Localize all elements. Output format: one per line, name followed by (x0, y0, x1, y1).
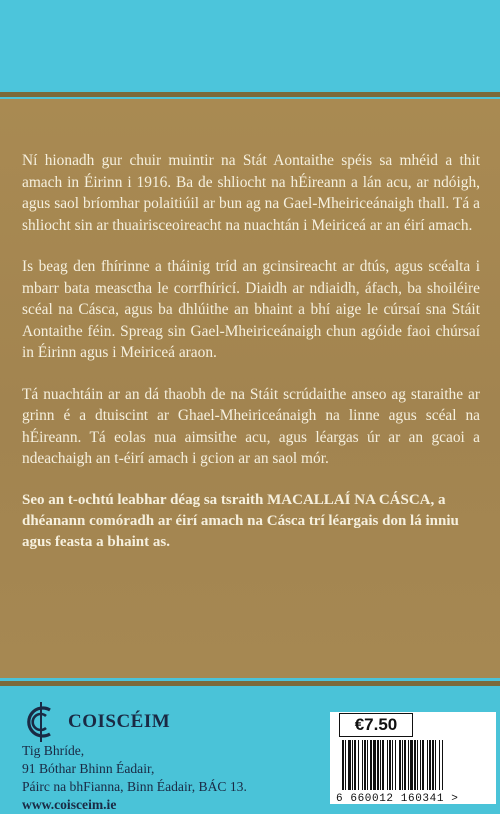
barcode-bar (354, 740, 356, 790)
barcode-bar (410, 740, 413, 790)
barcode-bar (389, 740, 391, 790)
barcode-bar (345, 740, 346, 790)
barcode-bar (429, 740, 431, 790)
barcode-bar (387, 740, 388, 790)
blurb (22, 150, 480, 573)
publisher-address (22, 742, 247, 814)
barcode-bar (404, 740, 406, 790)
address-line-1: Tig Bhríde, (22, 743, 85, 758)
barcode-bar (420, 740, 421, 790)
barcode-bar (414, 740, 416, 790)
publisher-name: COISCÉIM (68, 711, 171, 732)
address-line-3: Páirc na bhFianna, Binn Éadair, BÁC 13. (22, 779, 247, 794)
address-line-2: 91 Bóthar Bhinn Éadair, (22, 761, 155, 776)
barcode-bar (364, 740, 366, 790)
barcode-digits: 6 660012 160341 > (336, 793, 459, 805)
paragraph-1: Ní hionadh gur chuir muintir na Stát Aontaithe spéis sa mhéid a thit amach in Éirinn i 1916. Ba de shliocht na hÉireann a lán acu, ar ndóigh, agus saol bríomhar polaitiúil ar bun ag na Gael-Mheiriceánaigh thall. Tá a shliocht sin ar thuairisceoireacht na nuachtán i Meiriceá ar an éirí amach. (22, 152, 480, 234)
barcode-bar (422, 740, 424, 790)
barcode-bar (377, 740, 379, 790)
website-link[interactable]: www.coisceim.ie (22, 797, 117, 812)
barcode-bar (402, 740, 403, 790)
barcode-bar (370, 740, 372, 790)
barcode-bar (439, 740, 440, 790)
barcode-bar (348, 740, 351, 790)
barcode-bar (342, 740, 344, 790)
barcode-bar (380, 740, 381, 790)
paragraph-2: Is beag den fhírinne a tháinig tríd an gcinsireacht ar dtús, agus scéalta i mbarr bata measctha le corrfhíricí. Diaidh ar ndiaidh, áfach, ba shoiléire scéal na Cásca, agus ba dhlúithe an bhaint a bhí aige le cúrsaí sna Stáit Aontaithe féin. Spreag sin Gael-Mheiriceánaigh chun agóide faoi chúrsaí in Éirinn agus i Meiriceá araon. (22, 258, 480, 361)
barcode-bar (382, 740, 384, 790)
barcode-bar (417, 740, 418, 790)
barcode-bar (392, 740, 393, 790)
barcode-bar (427, 740, 428, 790)
barcode-bar (442, 740, 443, 790)
barcode-bar (362, 740, 363, 790)
top-rule (0, 92, 500, 97)
barcode-bar (373, 740, 376, 790)
price-label: €7.50 (339, 713, 413, 737)
paragraph-3: Tá nuachtáin ar an dá thaobh de na Stáit scrúdaithe anseo ag staraithe ar grinn é a dtuiscint ar Ghael-Mheiriceánaigh na linne agus scéal na hÉireann. Tá eolas nua aimsithe acu, agus léargas úr ar an gcaoi a ndeachaigh an t-éirí amach i gcion ar an saol mór. (22, 385, 480, 467)
series-note: Seo an t-ochtú leabhar déag sa tsraith MACALLAÍ NA CÁSCA, a dhéanann comóradh ar éirí amach na Cásca trí léargais don lá inniu agus feasta a bhaint as. (22, 491, 459, 550)
barcode-bar (358, 740, 359, 790)
barcode-bar (352, 740, 353, 790)
barcode-bar (435, 740, 436, 790)
barcode-bar (432, 740, 434, 790)
barcode-bar (399, 740, 401, 790)
top-color-band (0, 0, 500, 90)
barcode-bar (367, 740, 368, 790)
coisceim-logo-icon (20, 700, 62, 744)
barcode-bar (408, 740, 409, 790)
barcode-bar (395, 740, 396, 790)
barcode (336, 740, 494, 792)
